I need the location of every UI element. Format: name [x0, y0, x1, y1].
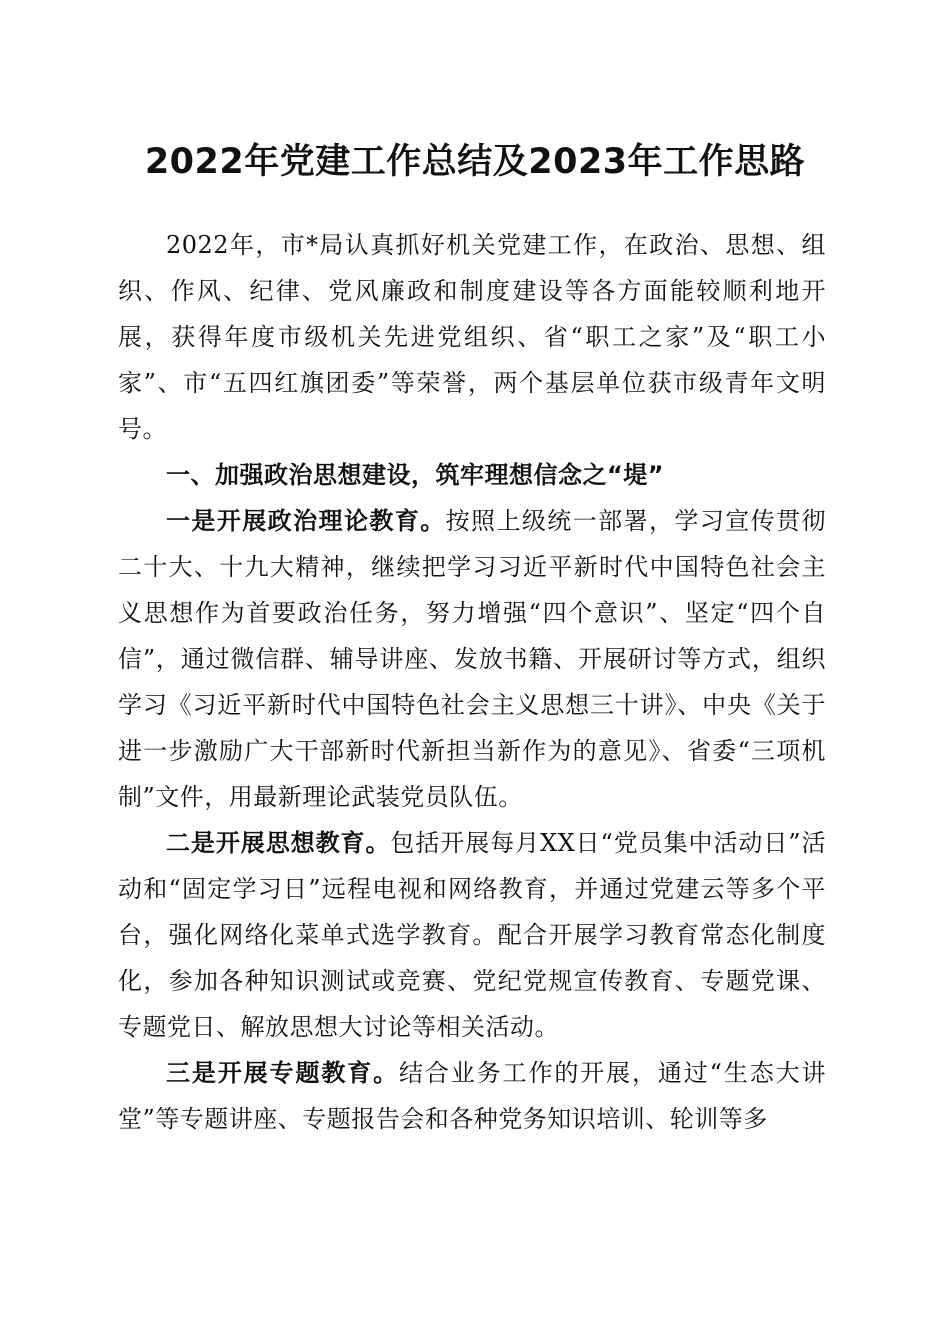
- item-lead: 一是开展政治理论教育。: [166, 507, 446, 535]
- intro-paragraph: 2022年，市*局认真抓好机关党建工作，在政治、思想、组织、作风、纪律、党风廉政和制度建设等各方面能较顺利地开展，获得年度市级机关先进党组织、省“职工之家”及“职工小家”、市“五四红旗团委”等荣誉，两个基层单位获市级青年文明号。: [118, 231, 826, 443]
- item-paragraph-1: [118, 498, 826, 820]
- document-body: [118, 222, 826, 1142]
- item-text: 按照上级统一部署，学习宣传贯彻二十大、十九大精神，继续把学习习近平新时代中国特色社会主义思想作为首要政治任务，努力增强“四个意识”、坚定“四个自信”，通过微信群、辅导讲座、发放书籍、开展研讨等方式，组织学习《习近平新时代中国特色社会主义思想三十讲》、中央《关于进一步激励广大干部新时代新担当新作为的意见》、省委“三项机制”文件，用最新理论武装党员队伍。: [118, 507, 827, 811]
- document-title: 2022年党建工作总结及2023年工作思路: [144, 142, 806, 182]
- item-lead: 三是开展专题教育。: [166, 1059, 399, 1087]
- item-text: 包括开展每月XX日“党员集中活动日”活动和“固定学习日”远程电视和网络教育，并通过党建云等多个平台，强化网络化菜单式选学教育。配合开展学习教育常态化制度化，参加各种知识测试或竞赛、党纪党规宣传教育、专题党课、专题党日、解放思想大讨论等相关活动。: [118, 829, 826, 1041]
- item-text: 结合业务工作的开展，通过“生态大讲堂”等专题讲座、专题报告会和各种党务知识培训、轮训等多: [118, 1059, 826, 1133]
- section-heading: 一、加强政治思想建设，筑牢理想信念之“堤”: [166, 461, 665, 489]
- item-lead: 二是开展思想教育。: [166, 829, 391, 857]
- item-paragraph-3: [118, 1050, 826, 1142]
- item-paragraph-2: [118, 820, 826, 1050]
